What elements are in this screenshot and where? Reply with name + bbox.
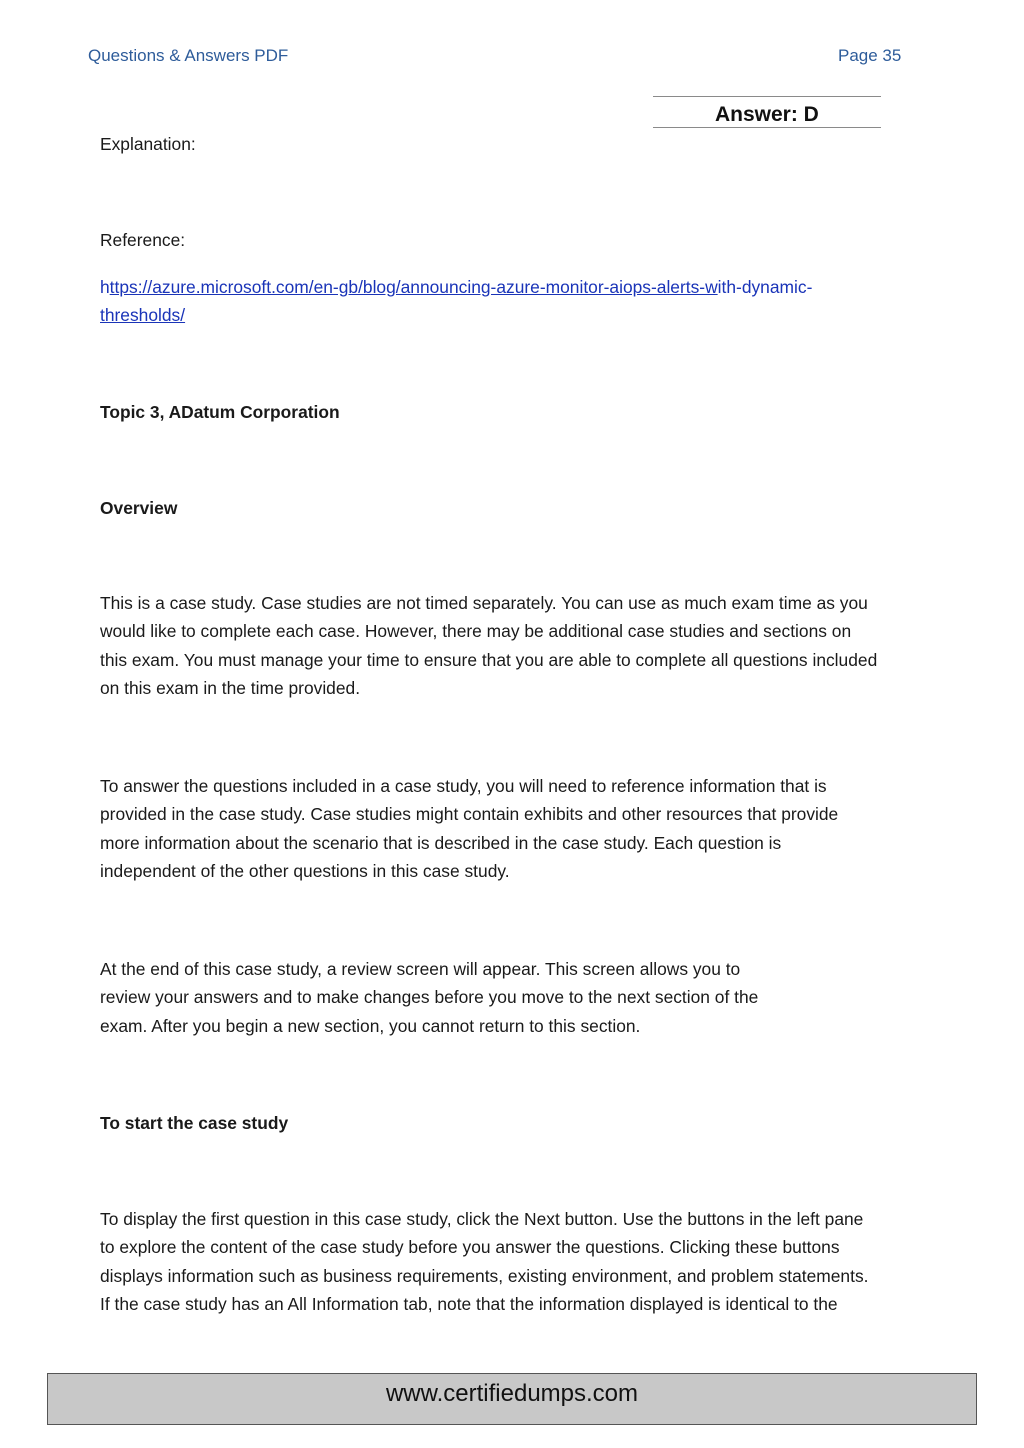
paragraph-review-screen	[100, 955, 860, 1040]
overview-heading: Overview	[100, 498, 178, 518]
text-line: more information about the scenario that is described in the case study. Each question is	[100, 832, 782, 853]
header-title: Questions & Answers PDF	[88, 46, 289, 65]
text-line: displays information such as business requirements, existing environment, and problem statements.	[100, 1265, 869, 1286]
text-line: to explore the content of the case study before you answer the questions. Clicking these buttons	[100, 1237, 840, 1258]
text-line: on this exam in the time provided.	[100, 678, 361, 699]
text-line: would like to complete each case. However, there may be additional case studies and sections on	[100, 621, 852, 642]
start-heading: To start the case study	[100, 1113, 289, 1133]
text-line: independent of the other questions in this case study.	[100, 861, 510, 882]
paragraph-start-instructions	[100, 1205, 970, 1319]
page-number: Page 35	[838, 46, 902, 65]
text-line: This is a case study. Case studies are not timed separately. You can use as much exam time as you	[100, 593, 868, 613]
reference-link[interactable]	[100, 273, 812, 330]
reference-label: Reference:	[100, 230, 186, 250]
text-line: If the case study has an All Information tab, note that the information displayed is identical to the	[100, 1294, 838, 1315]
footer-banner	[47, 1373, 977, 1425]
text-line: provided in the case study. Case studies might contain exhibits and other resources that provide	[100, 804, 839, 825]
text-line: review your answers and to make changes before you move to the next section of the	[100, 987, 759, 1008]
link-anchor[interactable]: ttps://azure.microsoft.com/en-gb/blog/announcing-azure-monitor-aiops-alerts-w	[109, 277, 718, 297]
paragraph-case-study-intro	[100, 589, 970, 703]
link-anchor-line2[interactable]: thresholds/	[100, 305, 186, 326]
paragraph-answer-instructions	[100, 772, 970, 886]
text-line: exam. After you begin a new section, you cannot return to this section.	[100, 1015, 641, 1036]
link-prefix: h	[100, 277, 110, 297]
text-line: this exam. You must manage your time to ensure that you are able to complete all questions included	[100, 649, 878, 670]
link-suffix: ith-dynamic-	[717, 277, 813, 297]
footer-url[interactable]: www.certifiedumps.com	[385, 1380, 639, 1407]
explanation-label: Explanation:	[100, 134, 196, 154]
text-line: At the end of this case study, a review screen will appear. This screen allows you to	[100, 959, 741, 979]
text-line: To display the first question in this case study, click the Next button. Use the buttons in the left pane	[100, 1209, 864, 1229]
answer-box	[653, 96, 881, 128]
text-line: To answer the questions included in a case study, you will need to reference information that is	[100, 776, 827, 796]
topic-heading: Topic 3, ADatum Corporation	[100, 402, 340, 422]
answer-label: Answer: D	[715, 103, 819, 126]
